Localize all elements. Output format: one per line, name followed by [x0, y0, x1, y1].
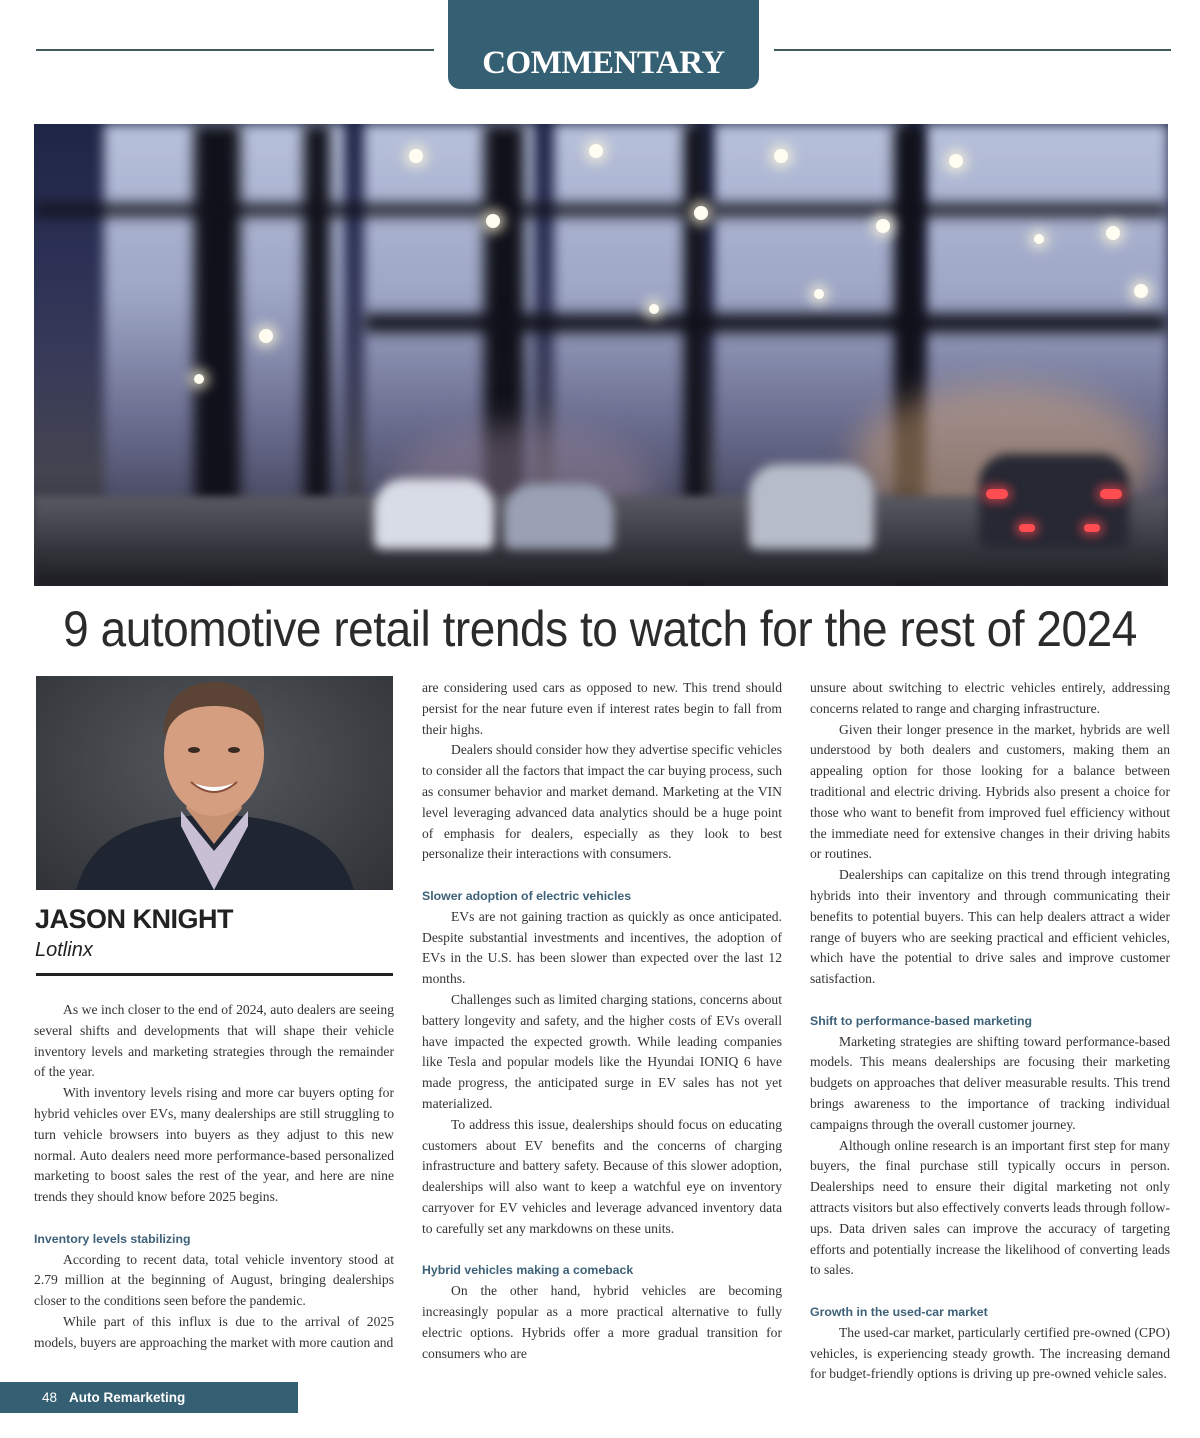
paragraph: While part of this influx is due to the arrival of 2025 models, buyers are approaching the market with more caution and	[34, 1313, 394, 1350]
subheading: Shift to performance-based marketing	[810, 1013, 1033, 1028]
paragraph: Challenges such as limited charging stations, concerns about battery longevity and safety, and the higher costs of EVs overall have impacted the expected growth. While leading companies like Tesla and popular models like the Hyundai IONIQ 6 have made progress, the anticipated surge in EV sales has not yet materialized.	[422, 991, 782, 1111]
header-rule-right	[774, 49, 1171, 51]
section-label: COMMENTARY	[482, 45, 725, 81]
author-name: JASON KNIGHT	[35, 904, 234, 934]
author-organization: Lotlinx	[35, 939, 93, 961]
subheading: Growth in the used-car market	[810, 1304, 988, 1319]
paragraph: On the other hand, hybrid vehicles are becoming increasingly popular as a more practical alternative to fully electric options. Hybrids offer a more gradual transition for consumers who are	[422, 1283, 782, 1361]
subheading: Slower adoption of electric vehicles	[422, 888, 632, 903]
subheading: Hybrid vehicles making a comeback	[422, 1263, 634, 1278]
paragraph: As we inch closer to the end of 2024, auto dealers are seeing several shifts and developments that will shape their vehicle inventory levels and marketing strategies through the remainder of the year.	[34, 1002, 394, 1080]
paragraph: EVs are not gaining traction as quickly as once anticipated. Despite substantial investments and incentives, the adoption of EVs in the U.S. has been slower than expected over the last 12 months.	[422, 908, 782, 987]
footer-bar	[0, 1382, 298, 1413]
paragraph: unsure about switching to electric vehicles entirely, addressing concerns related to range and charging infrastructure.	[810, 680, 1170, 716]
paragraph: According to recent data, total vehicle inventory stood at 2.79 million at the beginning of August, bringing dealerships closer to the conditions seen before the pandemic.	[34, 1251, 394, 1309]
paragraph: The used-car market, particularly certified pre-owned (CPO) vehicles, is experiencing steady growth. The increasing demand for budget-friendly options is driving up pre-owned vehicle sales.	[810, 1324, 1170, 1382]
paragraph: Dealers should consider how they advertise specific vehicles to consider all the factors that impact the car buying process, such as consumer behavior and market demand. Marketing at the VIN level leveraging advanced data analytics should be a huge point of emphasis for dealers, especially as they look to best personalize their interactions with consumers.	[422, 742, 782, 862]
subheading: Inventory levels stabilizing	[34, 1231, 191, 1246]
article-column-3	[810, 678, 1170, 1385]
article-column-2	[422, 678, 782, 1364]
author-divider	[36, 973, 393, 976]
header-rule-left	[36, 49, 434, 51]
hero-photo	[34, 124, 1168, 586]
paragraph: Given their longer presence in the market, hybrids are well understood by both dealers and customers, making them an appealing option for those looking for a balance between traditional and electric driving. Hybrids also present a choice for those who want to benefit from improved fuel efficiency without the immediate need for extensive changes in their driving habits or routines.	[810, 721, 1170, 862]
publication-name: Auto Remarketing	[69, 1390, 186, 1405]
paragraph: are considering used cars as opposed to new. This trend should persist for the near future even if interest rates begin to fall from their highs.	[422, 680, 782, 737]
paragraph: With inventory levels rising and more car buyers opting for hybrid vehicles over EVs, many dealerships are still struggling to turn vehicle browsers into buyers as they adjust to this new normal. Auto dealers need more performance-based personalized marketing to boost sales the rest of the year, and here are nine trends they should know before 2025 begins.	[34, 1085, 394, 1205]
section-tab	[448, 0, 759, 89]
article-column-1	[34, 1000, 394, 1354]
author-photo	[36, 676, 393, 890]
paragraph: Dealerships can capitalize on this trend through integrating hybrids into their inventory and through communicating their benefits to potential buyers. This can help dealers attract a wider range of buyers who are seeking practical and efficient vehicles, which have the potential to drive sales and improve customer satisfaction.	[810, 867, 1170, 987]
page-number: 48	[42, 1390, 58, 1405]
paragraph: To address this issue, dealerships should focus on educating customers about EV benefits and the concerns of charging infrastructure and battery safety. Because of this slower adoption, dealerships will also want to keep a watchful eye on inventory carryover for EV vehicles and leverage advanced inventory data to carefully set any markdowns on these units.	[422, 1116, 782, 1236]
paragraph: Although online research is an important first step for many buyers, the final purchase still typically occurs in person. Dealerships need to ensure their digital marketing not only attracts visitors but also effectively converts leads through follow-ups. Data driven sales can improve the accuracy of targeting efforts and potentially increase the likelihood of converting leads to sales.	[810, 1137, 1170, 1278]
article-headline: 9 automotive retail trends to watch for the rest of 2024	[63, 601, 1137, 657]
paragraph: Marketing strategies are shifting toward performance-based models. This means dealerships are focusing their marketing budgets on approaches that deliver measurable results. This trend brings awareness to the importance of tracking individual campaigns through the overall customer journey.	[810, 1033, 1170, 1132]
